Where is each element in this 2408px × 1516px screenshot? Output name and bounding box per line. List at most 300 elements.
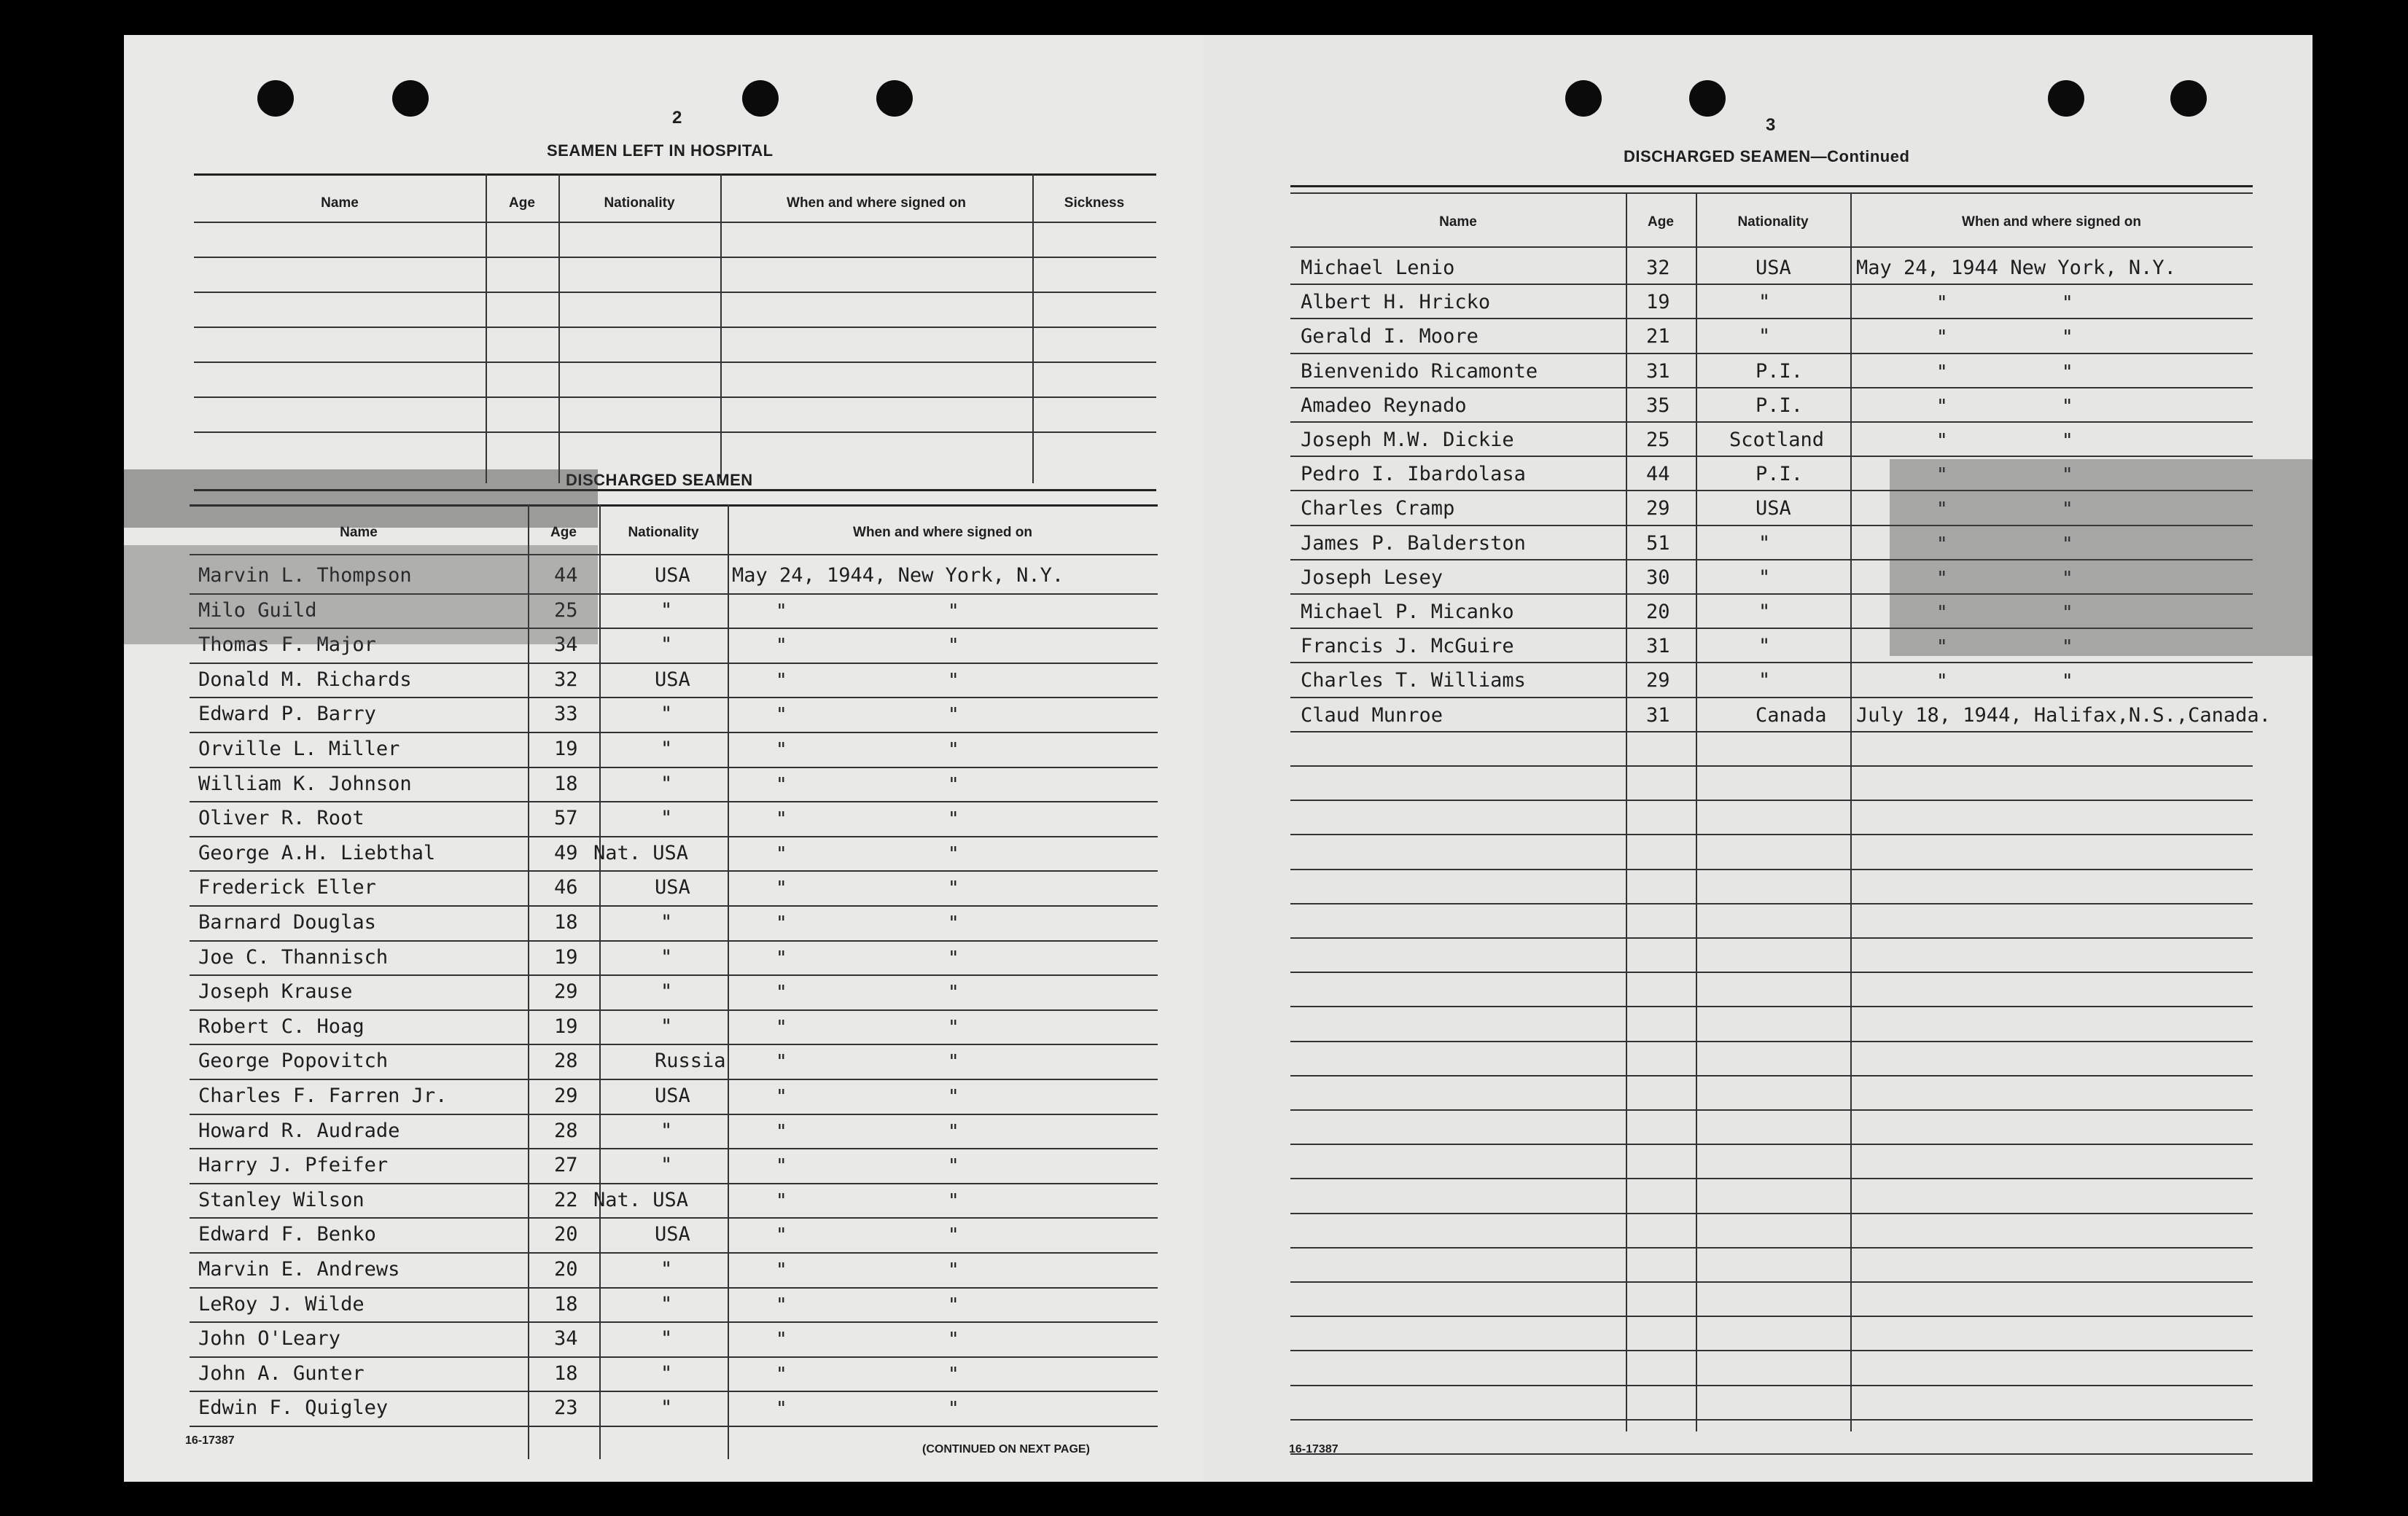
seaman-nationality: " bbox=[661, 1154, 673, 1177]
column-header: Name bbox=[321, 195, 359, 211]
seaman-name: Thomas F. Major bbox=[198, 633, 376, 657]
signed-on-ditto: " bbox=[948, 1259, 959, 1281]
seaman-name: Bienvenido Ricamonte bbox=[1301, 359, 1538, 383]
seaman-nationality: " bbox=[1758, 325, 1771, 348]
seaman-nationality: Nat. USA bbox=[593, 1188, 689, 1211]
signed-on-ditto: " bbox=[1936, 533, 1948, 555]
seaman-nationality: " bbox=[661, 1361, 673, 1385]
seaman-age: 32 bbox=[1646, 257, 1670, 279]
seaman-age: 33 bbox=[554, 703, 578, 726]
column-rule bbox=[1032, 173, 1034, 483]
row-rule bbox=[1290, 903, 2253, 904]
seaman-name: William K. Johnson bbox=[198, 772, 412, 795]
seaman-name: Gerald I. Moore bbox=[1301, 325, 1478, 348]
punch-hole bbox=[1689, 80, 1726, 117]
row-rule bbox=[190, 836, 1158, 837]
row-rule bbox=[190, 801, 1158, 802]
seaman-name: Stanley Wilson bbox=[198, 1188, 365, 1211]
signed-on-ditto: " bbox=[1936, 602, 1948, 624]
seaman-name: Joseph Krause bbox=[198, 980, 353, 1004]
row-rule bbox=[194, 327, 1156, 328]
signed-on-ditto: " bbox=[776, 635, 787, 657]
row-rule bbox=[1290, 1247, 2253, 1249]
seaman-name: Howard R. Audrade bbox=[198, 1119, 400, 1142]
seaman-nationality: P.I. bbox=[1756, 359, 1804, 383]
tape-strip bbox=[124, 469, 598, 528]
seaman-age: 31 bbox=[1646, 635, 1670, 658]
row-rule bbox=[194, 396, 1156, 398]
row-rule bbox=[190, 974, 1158, 976]
seaman-age: 29 bbox=[1646, 497, 1670, 520]
seaman-nationality: " bbox=[661, 703, 673, 726]
seaman-name: Charles T. Williams bbox=[1301, 669, 1526, 692]
signed-on: May 24, 1944 New York, N.Y. bbox=[1856, 257, 2176, 279]
row-rule bbox=[1290, 318, 2253, 319]
signed-on-ditto: " bbox=[776, 982, 787, 1004]
right-page bbox=[1204, 35, 2312, 1482]
column-rule bbox=[599, 504, 601, 1459]
left-page bbox=[124, 35, 1238, 1482]
signed-on-ditto: " bbox=[948, 1051, 959, 1074]
seaman-nationality: Nat. USA bbox=[593, 841, 689, 864]
signed-on-ditto: " bbox=[1936, 671, 1948, 693]
seaman-age: 31 bbox=[1646, 359, 1670, 383]
signed-on-ditto: " bbox=[776, 843, 787, 865]
signed-on-ditto: " bbox=[948, 1398, 959, 1421]
row-rule bbox=[190, 732, 1158, 733]
seaman-age: 29 bbox=[554, 1085, 578, 1107]
header-rule bbox=[194, 222, 1156, 223]
row-rule bbox=[1290, 1419, 2253, 1421]
signed-on-ditto: " bbox=[1936, 567, 1948, 590]
row-rule bbox=[1290, 421, 2253, 423]
seaman-nationality: " bbox=[661, 1258, 673, 1281]
form-number: 16-17387 bbox=[1289, 1443, 1339, 1456]
row-rule bbox=[190, 1114, 1158, 1115]
seaman-nationality: P.I. bbox=[1756, 394, 1804, 417]
seaman-name: Charles Cramp bbox=[1301, 497, 1455, 520]
seaman-nationality: " bbox=[661, 738, 673, 760]
column-header: Age bbox=[1648, 214, 1674, 230]
row-rule bbox=[190, 905, 1158, 907]
table-top-rule bbox=[1290, 192, 2253, 194]
signed-on-ditto: " bbox=[776, 1086, 787, 1108]
column-rule bbox=[486, 173, 487, 483]
seaman-age: 19 bbox=[554, 945, 578, 969]
row-rule bbox=[1290, 1213, 2253, 1214]
seaman-age: 35 bbox=[1646, 394, 1670, 417]
signed-on-ditto: " bbox=[2062, 430, 2073, 452]
row-rule bbox=[190, 697, 1158, 698]
seaman-nationality: USA bbox=[1756, 497, 1791, 520]
seaman-age: 18 bbox=[554, 772, 578, 795]
seaman-name: Milo Guild bbox=[198, 598, 317, 622]
seaman-nationality: USA bbox=[655, 564, 690, 587]
column-header: Age bbox=[550, 525, 577, 540]
seaman-nationality: " bbox=[661, 1119, 673, 1142]
signed-on-ditto: " bbox=[2062, 361, 2073, 383]
row-rule bbox=[190, 1287, 1158, 1289]
row-rule bbox=[190, 1252, 1158, 1254]
seaman-nationality: USA bbox=[1756, 257, 1791, 279]
row-rule bbox=[1290, 1144, 2253, 1145]
seaman-nationality: " bbox=[1758, 601, 1771, 623]
page-number: 2 bbox=[672, 108, 682, 128]
seaman-name: Pedro I. Ibardolasa bbox=[1301, 463, 1526, 486]
signed-on: July 18, 1944, Halifax,N.S.,Canada. bbox=[1856, 703, 2271, 727]
punch-hole bbox=[742, 80, 779, 117]
signed-on-ditto: " bbox=[776, 1051, 787, 1074]
signed-on-ditto: " bbox=[948, 1016, 959, 1039]
row-rule bbox=[190, 1079, 1158, 1080]
right-section-title: DISCHARGED SEAMEN—Continued bbox=[1624, 147, 1910, 165]
signed-on-ditto: " bbox=[1936, 499, 1948, 521]
column-rule bbox=[1696, 192, 1697, 1431]
discharged-continued-table bbox=[1290, 185, 2271, 1468]
seaman-age: 51 bbox=[1646, 531, 1670, 555]
seaman-name: Amadeo Reynado bbox=[1301, 394, 1467, 417]
signed-on-ditto: " bbox=[776, 1294, 787, 1316]
seaman-age: 20 bbox=[554, 1258, 578, 1281]
signed-on-ditto: " bbox=[2062, 292, 2073, 315]
column-header: Sickness bbox=[1064, 195, 1125, 211]
column-rule bbox=[558, 173, 560, 483]
signed-on-ditto: " bbox=[776, 1189, 787, 1212]
signed-on-ditto: " bbox=[776, 1363, 787, 1386]
seaman-age: 29 bbox=[554, 980, 578, 1004]
seaman-name: Robert C. Hoag bbox=[198, 1015, 365, 1038]
seaman-nationality: " bbox=[661, 633, 673, 657]
punch-hole bbox=[2170, 80, 2207, 117]
signed-on-ditto: " bbox=[1936, 430, 1948, 452]
signed-on-ditto: " bbox=[948, 1086, 959, 1108]
row-rule bbox=[190, 1044, 1158, 1045]
row-rule bbox=[194, 431, 1156, 433]
row-rule bbox=[1290, 387, 2253, 388]
signed-on-ditto: " bbox=[948, 843, 959, 865]
row-rule bbox=[190, 1391, 1158, 1392]
signed-on-ditto: " bbox=[776, 808, 787, 831]
seaman-age: 44 bbox=[1646, 463, 1670, 486]
row-rule bbox=[1290, 1041, 2253, 1042]
row-rule bbox=[1290, 353, 2253, 354]
row-rule bbox=[1290, 697, 2253, 698]
seaman-nationality: Canada bbox=[1756, 703, 1827, 727]
signed-on-ditto: " bbox=[948, 878, 959, 900]
punch-hole bbox=[257, 80, 294, 117]
seaman-name: Harry J. Pfeifer bbox=[198, 1154, 389, 1177]
seaman-age: 28 bbox=[554, 1050, 578, 1073]
seaman-name: Michael Lenio bbox=[1301, 257, 1455, 279]
column-header: When and where signed on bbox=[853, 525, 1032, 540]
column-header: Age bbox=[509, 195, 535, 211]
row-rule bbox=[190, 1009, 1158, 1011]
tape-strip bbox=[124, 545, 598, 644]
seaman-name: Barnard Douglas bbox=[198, 911, 376, 934]
seaman-nationality: " bbox=[661, 1292, 673, 1316]
seaman-nationality: Scotland bbox=[1729, 429, 1825, 451]
seaman-age: 25 bbox=[1646, 429, 1670, 451]
row-rule bbox=[1290, 1316, 2253, 1317]
seaman-age: 34 bbox=[554, 633, 578, 657]
signed-on-ditto: " bbox=[948, 982, 959, 1004]
seaman-name: James P. Balderston bbox=[1301, 531, 1526, 555]
punch-hole bbox=[392, 80, 429, 117]
seaman-age: 32 bbox=[554, 668, 578, 691]
seaman-nationality: " bbox=[661, 911, 673, 934]
row-rule bbox=[1290, 1006, 2253, 1007]
signed-on-ditto: " bbox=[948, 1329, 959, 1351]
seaman-nationality: " bbox=[661, 807, 673, 830]
punch-hole bbox=[2048, 80, 2084, 117]
column-header: Nationality bbox=[604, 195, 675, 211]
signed-on-ditto: " bbox=[1936, 292, 1948, 315]
signed-on-ditto: " bbox=[948, 773, 959, 796]
tape-strip bbox=[1890, 459, 2312, 659]
signed-on-ditto: " bbox=[776, 1016, 787, 1039]
seaman-nationality: " bbox=[661, 772, 673, 795]
seaman-age: 23 bbox=[554, 1396, 578, 1420]
signed-on-ditto: " bbox=[776, 1329, 787, 1351]
seaman-age: 46 bbox=[554, 876, 578, 899]
seaman-nationality: Russia bbox=[655, 1050, 726, 1073]
row-rule bbox=[1290, 662, 2253, 663]
signed-on-ditto: " bbox=[776, 1398, 787, 1421]
signed-on-ditto: " bbox=[2062, 567, 2073, 590]
seaman-name: Marvin E. Andrews bbox=[198, 1258, 400, 1281]
signed-on-ditto: " bbox=[948, 947, 959, 969]
seaman-name: George A.H. Liebthal bbox=[198, 841, 436, 864]
seaman-age: 18 bbox=[554, 911, 578, 934]
seaman-age: 34 bbox=[554, 1327, 578, 1351]
row-rule bbox=[1290, 1178, 2253, 1179]
signed-on-ditto: " bbox=[948, 1120, 959, 1143]
row-rule bbox=[194, 362, 1156, 363]
row-rule bbox=[1290, 1350, 2253, 1351]
seaman-age: 22 bbox=[554, 1188, 578, 1211]
hospital-section-title: SEAMEN LEFT IN HOSPITAL bbox=[547, 141, 774, 160]
column-rule bbox=[1626, 192, 1627, 1431]
row-rule bbox=[1290, 937, 2253, 939]
row-rule bbox=[1290, 1109, 2253, 1111]
seaman-age: 20 bbox=[1646, 601, 1670, 623]
signed-on-ditto: " bbox=[948, 704, 959, 727]
seaman-name: Edward P. Barry bbox=[198, 703, 376, 726]
signed-on-ditto: " bbox=[1936, 327, 1948, 349]
signed-on-ditto: " bbox=[776, 773, 787, 796]
seaman-nationality: USA bbox=[655, 1223, 690, 1246]
signed-on-ditto: " bbox=[948, 1224, 959, 1247]
seaman-nationality: " bbox=[661, 980, 673, 1004]
row-rule bbox=[1290, 765, 2253, 767]
row-rule bbox=[190, 1426, 1158, 1427]
row-rule bbox=[1290, 1281, 2253, 1283]
signed-on-ditto: " bbox=[948, 913, 959, 934]
row-rule bbox=[1290, 1453, 2253, 1455]
row-rule bbox=[1290, 1075, 2253, 1077]
seaman-age: 19 bbox=[554, 738, 578, 760]
signed-on-ditto: " bbox=[776, 947, 787, 969]
column-header: Name bbox=[340, 525, 378, 540]
seaman-age: 25 bbox=[554, 598, 578, 622]
punch-hole bbox=[1565, 80, 1602, 117]
seaman-nationality: " bbox=[1758, 566, 1771, 589]
seaman-age: 28 bbox=[554, 1119, 578, 1142]
signed-on-ditto: " bbox=[776, 704, 787, 727]
discharged-table bbox=[190, 501, 1158, 1464]
row-rule bbox=[190, 1356, 1158, 1358]
seaman-nationality: " bbox=[661, 1327, 673, 1351]
row-rule bbox=[194, 257, 1156, 258]
signed-on-ditto: " bbox=[776, 913, 787, 934]
seaman-name: LeRoy J. Wilde bbox=[198, 1292, 365, 1316]
column-header: When and where signed on bbox=[787, 195, 966, 211]
row-rule bbox=[190, 1183, 1158, 1184]
seaman-nationality: " bbox=[1758, 635, 1771, 658]
seaman-age: 44 bbox=[554, 564, 578, 587]
seaman-age: 27 bbox=[554, 1154, 578, 1177]
seaman-nationality: " bbox=[1758, 291, 1771, 314]
row-rule bbox=[1290, 731, 2253, 732]
row-rule bbox=[190, 1148, 1158, 1149]
signed-on-ditto: " bbox=[948, 1363, 959, 1386]
signed-on-ditto: " bbox=[776, 1224, 787, 1247]
seaman-name: Edwin F. Quigley bbox=[198, 1396, 389, 1420]
seaman-nationality: USA bbox=[655, 876, 690, 899]
row-rule bbox=[190, 767, 1158, 768]
row-rule bbox=[1290, 972, 2253, 973]
seaman-name: Donald M. Richards bbox=[198, 668, 412, 691]
seaman-nationality: " bbox=[661, 945, 673, 969]
signed-on-ditto: " bbox=[948, 808, 959, 831]
seaman-name: Joseph M.W. Dickie bbox=[1301, 429, 1514, 451]
continued-note: (CONTINUED ON NEXT PAGE) bbox=[922, 1443, 1090, 1456]
row-rule bbox=[1290, 869, 2253, 870]
signed-on: May 24, 1944, New York, N.Y. bbox=[732, 564, 1064, 587]
seaman-nationality: P.I. bbox=[1756, 463, 1804, 486]
seaman-nationality: " bbox=[661, 598, 673, 622]
row-rule bbox=[1290, 1385, 2253, 1386]
seaman-age: 30 bbox=[1646, 566, 1670, 589]
seaman-nationality: " bbox=[661, 1015, 673, 1038]
row-rule bbox=[1290, 800, 2253, 801]
signed-on-ditto: " bbox=[2062, 636, 2073, 659]
seaman-age: 18 bbox=[554, 1361, 578, 1385]
column-header: Name bbox=[1439, 214, 1477, 230]
signed-on-ditto: " bbox=[776, 1259, 787, 1281]
row-rule bbox=[190, 663, 1158, 664]
signed-on-ditto: " bbox=[776, 739, 787, 761]
punch-hole bbox=[876, 80, 913, 117]
seaman-age: 29 bbox=[1646, 669, 1670, 692]
seaman-nationality: " bbox=[1758, 669, 1771, 692]
column-header: Nationality bbox=[1737, 214, 1809, 230]
row-rule bbox=[1290, 284, 2253, 285]
seaman-age: 19 bbox=[1646, 291, 1670, 314]
row-rule bbox=[1290, 834, 2253, 835]
signed-on-ditto: " bbox=[948, 669, 959, 692]
signed-on-ditto: " bbox=[1936, 361, 1948, 383]
column-header: Nationality bbox=[628, 525, 699, 540]
signed-on-ditto: " bbox=[1936, 395, 1948, 418]
signed-on-ditto: " bbox=[948, 635, 959, 657]
seaman-nationality: USA bbox=[655, 668, 690, 691]
row-rule bbox=[190, 940, 1158, 942]
page-number: 3 bbox=[1766, 115, 1776, 135]
signed-on-ditto: " bbox=[2062, 499, 2073, 521]
signed-on-ditto: " bbox=[776, 600, 787, 622]
seaman-age: 31 bbox=[1646, 703, 1670, 727]
signed-on-ditto: " bbox=[1936, 636, 1948, 659]
column-rule bbox=[528, 504, 529, 1459]
header-rule bbox=[1290, 246, 2253, 248]
signed-on-ditto: " bbox=[2062, 327, 2073, 349]
seaman-name: Frederick Eller bbox=[198, 876, 376, 899]
row-rule bbox=[1290, 456, 2253, 457]
seaman-name: John O'Leary bbox=[198, 1327, 341, 1351]
signed-on-ditto: " bbox=[2062, 671, 2073, 693]
signed-on-ditto: " bbox=[1936, 464, 1948, 487]
hospital-table bbox=[194, 173, 1156, 498]
column-rule bbox=[728, 504, 729, 1459]
seaman-name: Oliver R. Root bbox=[198, 807, 365, 830]
signed-on-ditto: " bbox=[776, 1155, 787, 1178]
seaman-name: George Popovitch bbox=[198, 1050, 389, 1073]
signed-on-ditto: " bbox=[776, 878, 787, 900]
seaman-name: Michael P. Micanko bbox=[1301, 601, 1514, 623]
seaman-age: 19 bbox=[554, 1015, 578, 1038]
signed-on-ditto: " bbox=[2062, 602, 2073, 624]
seaman-name: Joseph Lesey bbox=[1301, 566, 1443, 589]
row-rule bbox=[194, 292, 1156, 293]
table-top-rule bbox=[1290, 185, 2253, 187]
signed-on-ditto: " bbox=[2062, 533, 2073, 555]
signed-on-ditto: " bbox=[948, 739, 959, 761]
discharged-section-title: DISCHARGED SEAMEN bbox=[566, 471, 753, 489]
seaman-name: Claud Munroe bbox=[1301, 703, 1443, 727]
seaman-name: Joe C. Thannisch bbox=[198, 945, 389, 969]
seaman-nationality: USA bbox=[655, 1085, 690, 1107]
table-top-rule bbox=[194, 173, 1156, 176]
seaman-nationality: " bbox=[661, 1396, 673, 1420]
seaman-name: Charles F. Farren Jr. bbox=[198, 1085, 448, 1107]
form-number: 16-17387 bbox=[185, 1434, 235, 1447]
signed-on-ditto: " bbox=[948, 1189, 959, 1212]
column-header: When and where signed on bbox=[1962, 214, 2141, 230]
seaman-name: Edward F. Benko bbox=[198, 1223, 376, 1246]
signed-on-ditto: " bbox=[776, 1120, 787, 1143]
row-rule bbox=[190, 1321, 1158, 1323]
row-rule bbox=[190, 870, 1158, 872]
seaman-name: Albert H. Hricko bbox=[1301, 291, 1491, 314]
seaman-name: John A. Gunter bbox=[198, 1361, 365, 1385]
signed-on-ditto: " bbox=[948, 1294, 959, 1316]
signed-on-ditto: " bbox=[2062, 395, 2073, 418]
seaman-nationality: " bbox=[1758, 531, 1771, 555]
column-rule bbox=[720, 173, 722, 483]
seaman-name: Marvin L. Thompson bbox=[198, 564, 412, 587]
signed-on-ditto: " bbox=[948, 1155, 959, 1178]
seaman-name: Francis J. McGuire bbox=[1301, 635, 1514, 658]
seaman-age: 49 bbox=[554, 841, 578, 864]
seaman-age: 18 bbox=[554, 1292, 578, 1316]
seaman-age: 21 bbox=[1646, 325, 1670, 348]
seaman-age: 57 bbox=[554, 807, 578, 830]
column-rule bbox=[1850, 192, 1852, 1431]
seaman-name: Orville L. Miller bbox=[198, 738, 400, 760]
signed-on-ditto: " bbox=[948, 600, 959, 622]
signed-on-ditto: " bbox=[776, 669, 787, 692]
